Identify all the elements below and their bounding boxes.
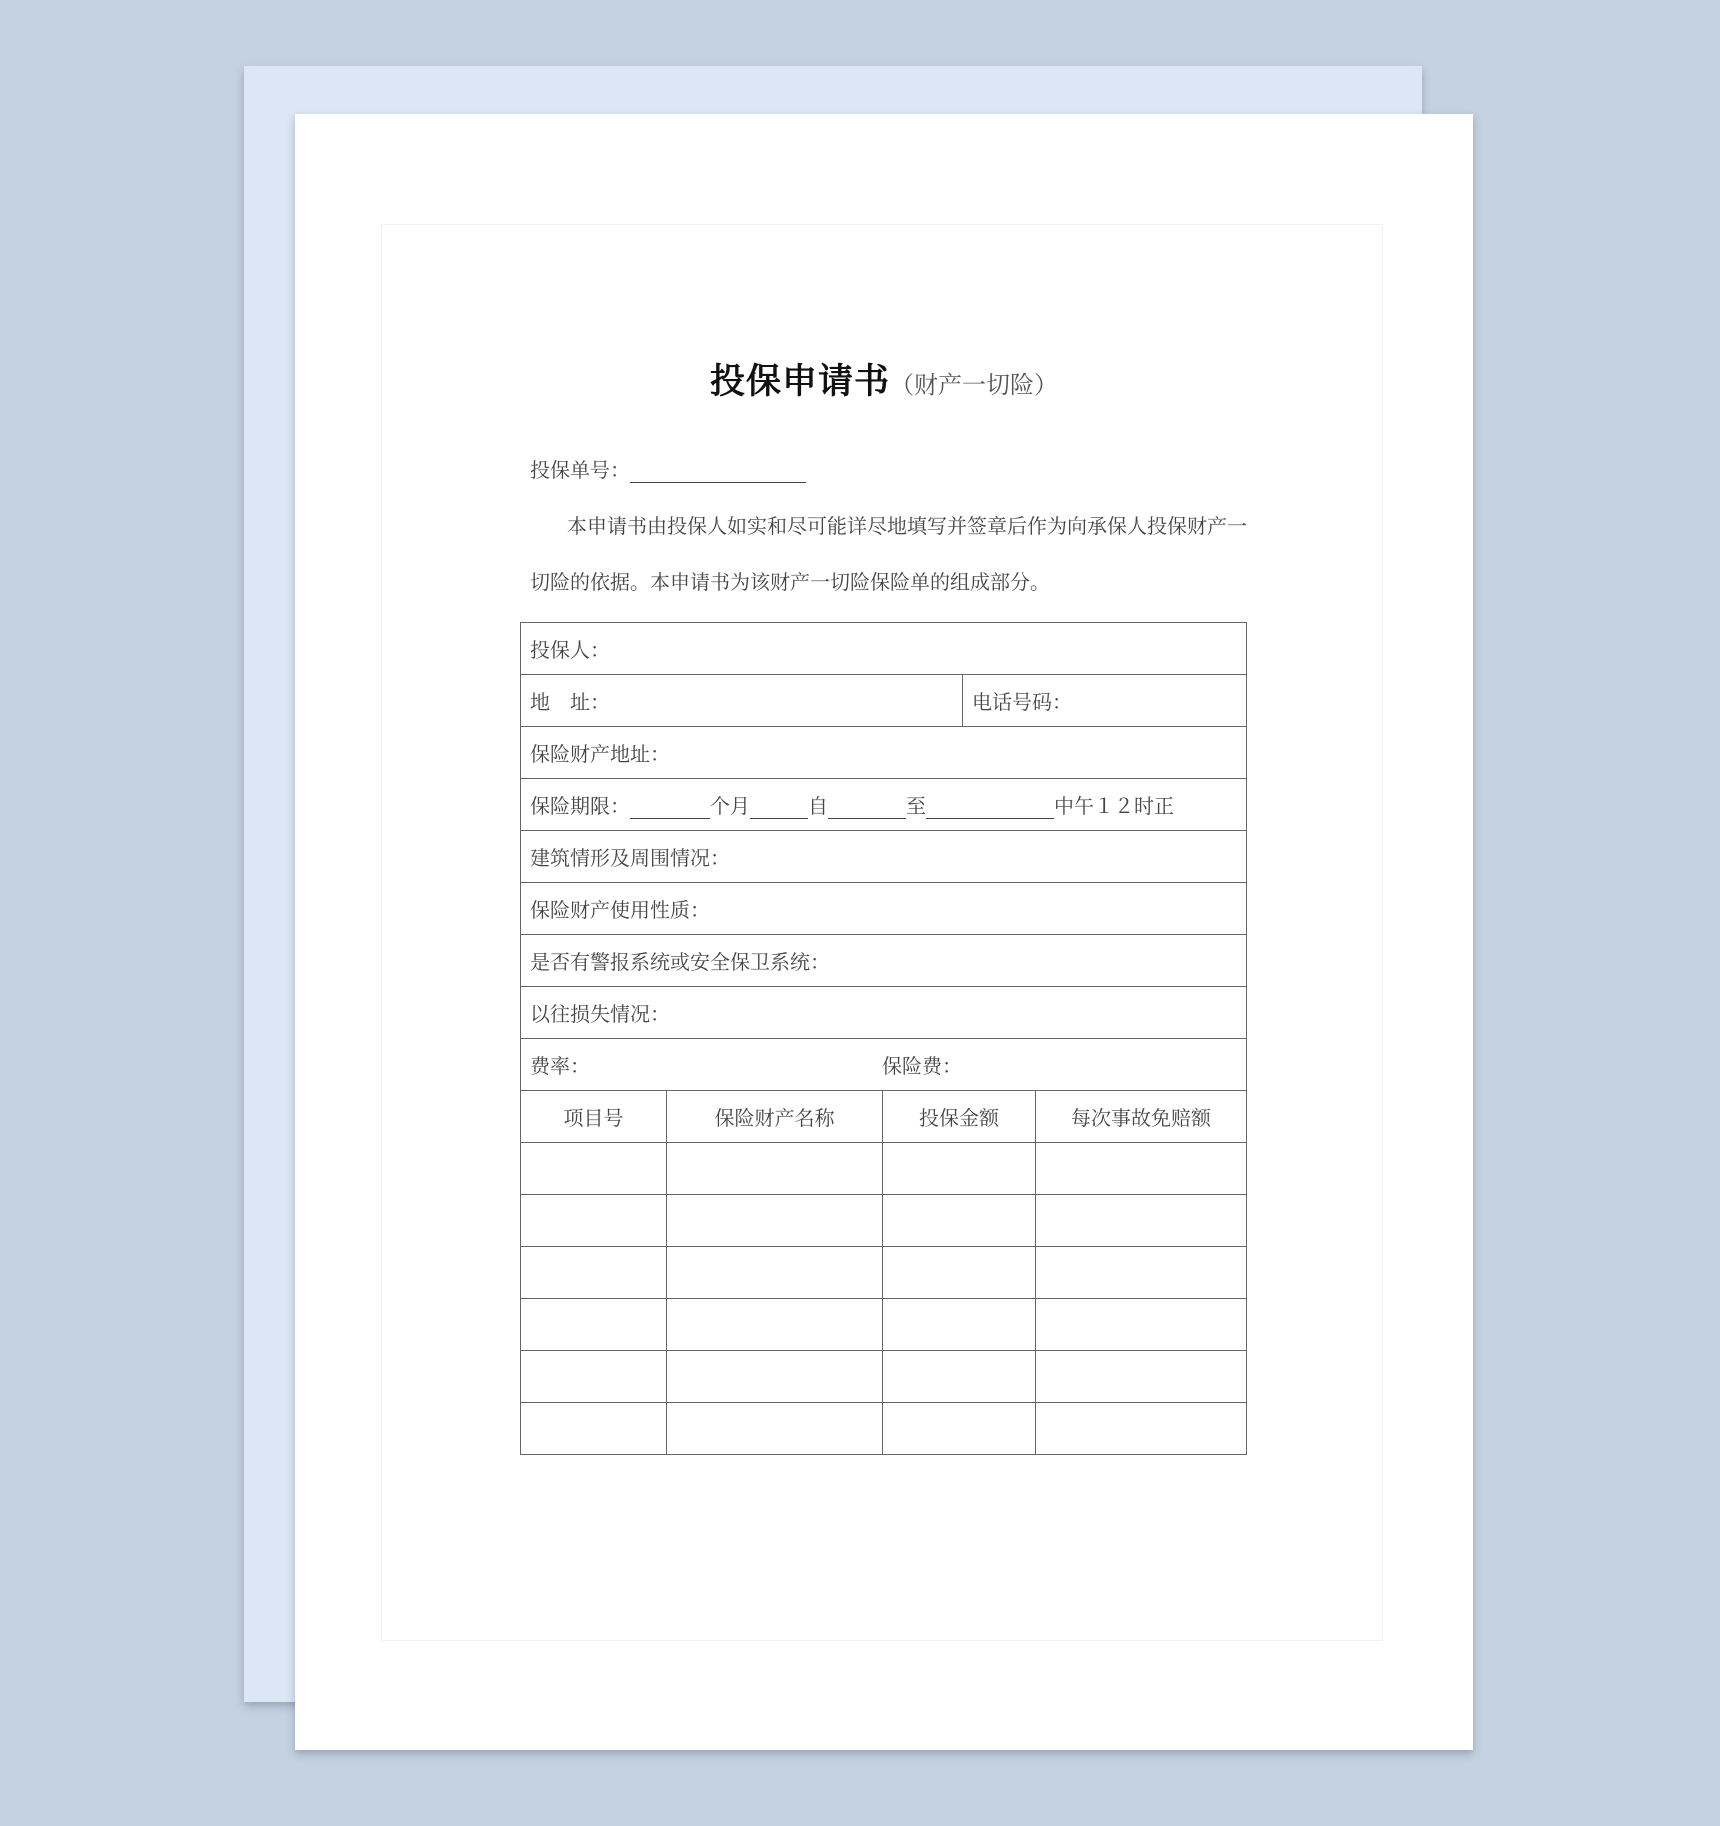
deductible-cell[interactable] — [1036, 1351, 1247, 1403]
policy-number-label: 投保单号： — [530, 458, 630, 482]
applicant-field[interactable] — [521, 623, 1247, 675]
title-main: 投保申请书 — [709, 362, 890, 402]
table-row — [521, 1143, 1247, 1195]
table-row — [521, 1351, 1247, 1403]
property-name-cell[interactable] — [667, 1403, 883, 1455]
item-no-cell[interactable] — [521, 1403, 667, 1455]
item-no-cell[interactable] — [521, 1143, 667, 1195]
address-label: 地 址： — [530, 690, 610, 714]
address-field[interactable] — [521, 675, 963, 727]
period-blank-2[interactable] — [750, 796, 808, 819]
document-title — [295, 354, 1473, 404]
deductible-cell[interactable] — [1036, 1195, 1247, 1247]
intro-line-2: 切险的依据。本申请书为该财产一切险保险单的组成部分。 — [530, 570, 1050, 594]
property-address-field[interactable] — [521, 727, 1247, 779]
form-row-address — [521, 675, 1247, 727]
deductible-cell[interactable] — [1036, 1247, 1247, 1299]
property-name-cell[interactable] — [667, 1195, 883, 1247]
application-form-table — [520, 622, 1247, 1455]
header-sum-insured: 投保金额 — [883, 1091, 1036, 1143]
item-no-cell[interactable] — [521, 1299, 667, 1351]
alarm-field[interactable] — [521, 935, 1247, 987]
property-name-cell[interactable] — [667, 1351, 883, 1403]
past-loss-label: 以往损失情况： — [530, 1002, 670, 1026]
property-name-cell[interactable] — [667, 1143, 883, 1195]
usage-label: 保险财产使用性质： — [530, 898, 710, 922]
sum-insured-cell[interactable] — [883, 1351, 1036, 1403]
form-row-usage — [521, 883, 1247, 935]
rate-premium-field[interactable] — [521, 1039, 1247, 1091]
rate-label: 费率： — [530, 1054, 590, 1078]
period-from-label: 自 — [808, 794, 828, 818]
alarm-label: 是否有警报系统或安全保卫系统： — [530, 950, 830, 974]
document-page — [295, 114, 1473, 1750]
table-row — [521, 1403, 1247, 1455]
header-deductible: 每次事故免赔额 — [1036, 1091, 1247, 1143]
period-label: 保险期限： — [530, 794, 630, 818]
building-field[interactable] — [521, 831, 1247, 883]
policy-number-field[interactable] — [630, 460, 806, 483]
intro-line-1: 本申请书由投保人如实和尽可能详尽地填写并签章后作为向承保人投保财产一 — [567, 514, 1247, 538]
period-start-blank[interactable] — [828, 796, 906, 819]
table-row — [521, 1299, 1247, 1351]
period-end-label: 中午１２时正 — [1054, 794, 1174, 818]
phone-field[interactable] — [963, 675, 1247, 727]
title-sub: （财产一切险） — [890, 371, 1058, 399]
sum-insured-cell[interactable] — [883, 1143, 1036, 1195]
usage-field[interactable] — [521, 883, 1247, 935]
property-name-cell[interactable] — [667, 1247, 883, 1299]
past-loss-field[interactable] — [521, 987, 1247, 1039]
period-end-blank[interactable] — [926, 796, 1054, 819]
form-row-property-address — [521, 727, 1247, 779]
header-property-name: 保险财产名称 — [667, 1091, 883, 1143]
table-row — [521, 1195, 1247, 1247]
applicant-label: 投保人： — [530, 638, 610, 662]
insurance-period-field[interactable] — [521, 779, 1247, 831]
form-row-building — [521, 831, 1247, 883]
period-months-blank[interactable] — [630, 796, 710, 819]
form-row-period — [521, 779, 1247, 831]
sum-insured-cell[interactable] — [883, 1247, 1036, 1299]
deductible-cell[interactable] — [1036, 1143, 1247, 1195]
deductible-cell[interactable] — [1036, 1299, 1247, 1351]
form-row-applicant — [521, 623, 1247, 675]
property-name-cell[interactable] — [667, 1299, 883, 1351]
building-label: 建筑情形及周围情况： — [530, 846, 730, 870]
property-address-label: 保险财产地址： — [530, 742, 670, 766]
sum-insured-cell[interactable] — [883, 1299, 1036, 1351]
form-row-rate-premium — [521, 1039, 1247, 1091]
table-row — [521, 1247, 1247, 1299]
premium-label: 保险费： — [882, 1054, 962, 1078]
items-header-row — [521, 1091, 1247, 1143]
item-no-cell[interactable] — [521, 1247, 667, 1299]
policy-number-line — [530, 454, 806, 483]
phone-label: 电话号码： — [972, 690, 1072, 714]
header-item-no: 项目号 — [521, 1091, 667, 1143]
item-no-cell[interactable] — [521, 1195, 667, 1247]
form-row-alarm — [521, 935, 1247, 987]
form-row-past-loss — [521, 987, 1247, 1039]
sum-insured-cell[interactable] — [883, 1195, 1036, 1247]
period-to-label: 至 — [906, 794, 926, 818]
deductible-cell[interactable] — [1036, 1403, 1247, 1455]
item-no-cell[interactable] — [521, 1351, 667, 1403]
sum-insured-cell[interactable] — [883, 1403, 1036, 1455]
period-month-label: 个月 — [710, 794, 750, 818]
